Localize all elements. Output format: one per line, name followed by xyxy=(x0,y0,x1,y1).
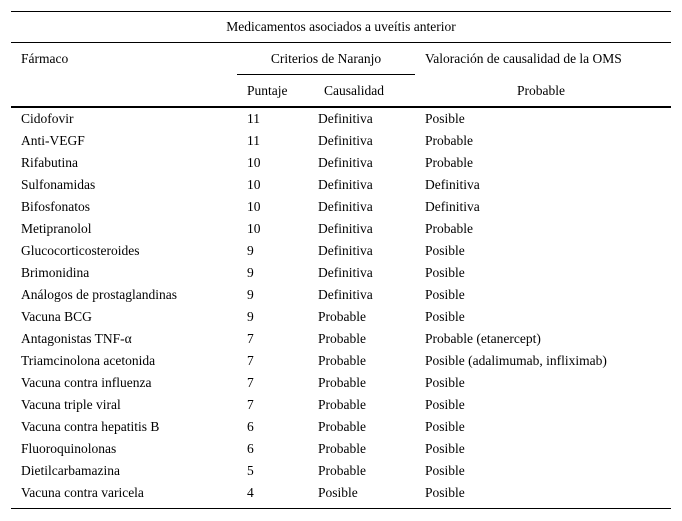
cell-who: Posible xyxy=(425,243,465,258)
cell-score: 7 xyxy=(247,331,254,346)
cell-causality: Definitiva xyxy=(318,111,373,126)
table-row xyxy=(11,262,671,284)
header-causality: Causalidad xyxy=(324,83,384,98)
table-row xyxy=(11,174,671,196)
cell-score: 9 xyxy=(247,243,254,258)
naranjo-group-rule xyxy=(237,74,415,75)
cell-score: 7 xyxy=(247,397,254,412)
cell-drug: Anti-VEGF xyxy=(21,133,85,148)
table-row xyxy=(11,482,671,504)
cell-drug: Dietilcarbamazina xyxy=(21,463,120,478)
cell-drug: Metipranolol xyxy=(21,221,92,236)
cell-who: Definitiva xyxy=(425,177,480,192)
cell-causality: Posible xyxy=(318,485,358,500)
cell-score: 7 xyxy=(247,353,254,368)
cell-causality: Definitiva xyxy=(318,199,373,214)
cell-causality: Definitiva xyxy=(318,287,373,302)
header-drug: Fármaco xyxy=(21,51,69,66)
cell-who: Probable xyxy=(425,133,473,148)
cell-who: Posible xyxy=(425,265,465,280)
header-who-sub: Probable xyxy=(517,83,565,98)
cell-score: 5 xyxy=(247,463,254,478)
cell-causality: Probable xyxy=(318,397,366,412)
cell-drug: Análogos de prostaglandinas xyxy=(21,287,177,302)
cell-drug: Fluoroquinolonas xyxy=(21,441,117,456)
cell-who: Posible xyxy=(425,309,465,324)
table-row xyxy=(11,196,671,218)
cell-who: Posible xyxy=(425,419,465,434)
cell-score: 10 xyxy=(247,177,261,192)
cell-drug: Sulfonamidas xyxy=(21,177,96,192)
table-row xyxy=(11,284,671,306)
cell-causality: Definitiva xyxy=(318,133,373,148)
table-row xyxy=(11,416,671,438)
cell-causality: Definitiva xyxy=(318,177,373,192)
cell-who: Posible (adalimumab, infliximab) xyxy=(425,353,607,368)
cell-who: Probable xyxy=(425,221,473,236)
cell-drug: Bifosfonatos xyxy=(21,199,90,214)
cell-score: 10 xyxy=(247,155,261,170)
cell-drug: Glucocorticosteroides xyxy=(21,243,140,258)
cell-drug: Triamcinolona acetonida xyxy=(21,353,156,368)
cell-causality: Definitiva xyxy=(318,155,373,170)
cell-drug: Cidofovir xyxy=(21,111,74,126)
cell-drug: Vacuna contra influenza xyxy=(21,375,152,390)
cell-score: 6 xyxy=(247,441,254,456)
cell-who: Posible xyxy=(425,441,465,456)
cell-drug: Rifabutina xyxy=(21,155,78,170)
table-row xyxy=(11,394,671,416)
cell-drug: Vacuna contra varicela xyxy=(21,485,144,500)
table-row xyxy=(11,328,671,350)
cell-who: Posible xyxy=(425,463,465,478)
table-row xyxy=(11,372,671,394)
table-title: Medicamentos asociados a uveítis anterior xyxy=(226,19,456,34)
cell-score: 4 xyxy=(247,485,254,500)
cell-score: 11 xyxy=(247,133,260,148)
cell-score: 9 xyxy=(247,287,254,302)
cell-who: Definitiva xyxy=(425,199,480,214)
bottom-rule xyxy=(11,508,671,509)
cell-score: 10 xyxy=(247,221,261,236)
table-row xyxy=(11,218,671,240)
table-row xyxy=(11,108,671,130)
cell-drug: Brimonidina xyxy=(21,265,90,280)
cell-score: 9 xyxy=(247,309,254,324)
table-row xyxy=(11,350,671,372)
cell-who: Probable (etanercept) xyxy=(425,331,541,346)
cell-score: 9 xyxy=(247,265,254,280)
header-who: Valoración de causalidad de la OMS xyxy=(425,51,622,66)
cell-causality: Probable xyxy=(318,441,366,456)
header-naranjo: Criterios de Naranjo xyxy=(270,51,382,66)
cell-score: 11 xyxy=(247,111,260,126)
cell-causality: Definitiva xyxy=(318,243,373,258)
cell-causality: Probable xyxy=(318,331,366,346)
cell-causality: Probable xyxy=(318,353,366,368)
table-row xyxy=(11,306,671,328)
cell-score: 7 xyxy=(247,375,254,390)
cell-causality: Definitiva xyxy=(318,221,373,236)
cell-causality: Definitiva xyxy=(318,265,373,280)
cell-who: Posible xyxy=(425,397,465,412)
cell-causality: Probable xyxy=(318,463,366,478)
cell-score: 6 xyxy=(247,419,254,434)
cell-causality: Probable xyxy=(318,309,366,324)
cell-drug: Vacuna BCG xyxy=(21,309,92,324)
table-row xyxy=(11,152,671,174)
table-row xyxy=(11,460,671,482)
cell-drug: Vacuna contra hepatitis B xyxy=(21,419,160,434)
cell-who: Posible xyxy=(425,111,465,126)
title-rule xyxy=(11,42,671,43)
table-row xyxy=(11,130,671,152)
header-score: Puntaje xyxy=(247,83,288,98)
cell-who: Probable xyxy=(425,155,473,170)
cell-drug: Antagonistas TNF-α xyxy=(21,331,132,346)
cell-who: Posible xyxy=(425,287,465,302)
top-rule xyxy=(11,11,671,12)
cell-who: Posible xyxy=(425,375,465,390)
cell-drug: Vacuna triple viral xyxy=(21,397,121,412)
cell-score: 10 xyxy=(247,199,261,214)
cell-causality: Probable xyxy=(318,375,366,390)
cell-causality: Probable xyxy=(318,419,366,434)
table-row xyxy=(11,240,671,262)
cell-who: Posible xyxy=(425,485,465,500)
table-row xyxy=(11,438,671,460)
